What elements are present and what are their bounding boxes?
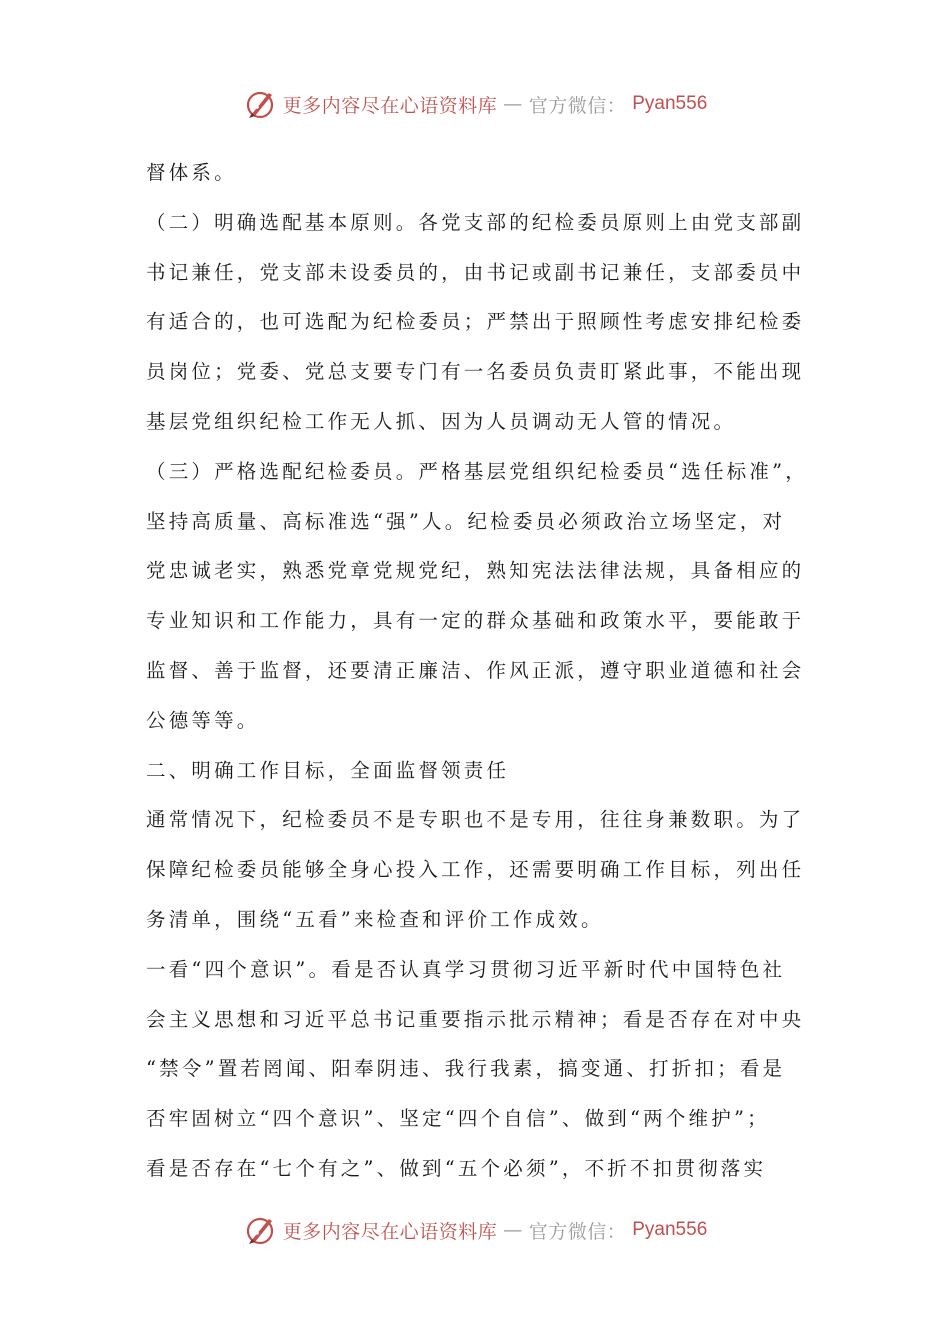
text-line: 员岗位；党委、党总支要专门有一名委员负责盯紧此事，不能出现 [146, 360, 805, 384]
header-wechat-id: Pyan556 [632, 93, 708, 114]
text-line: 基层党组织纪检工作无人抓、因为人员调动无人管的情况。 [146, 409, 737, 433]
text-line: 专业知识和工作能力，具有一定的群众基础和政策水平，要能敢于 [146, 609, 805, 633]
footer-wechat-label: 官方微信： [528, 1220, 627, 1243]
text-line: 督体系。 [146, 161, 237, 184]
header-dash: — [503, 93, 523, 115]
text-line: 坚持高质量、高标准选“强”人。纪检委员必须政治立场坚定，对 [146, 509, 786, 533]
header-wechat-label: 官方微信： [528, 94, 627, 117]
text-line: 保障纪检委员能够全身心投入工作，还需要明确工作目标，列出任 [146, 858, 805, 882]
footer-wechat-id: Pyan556 [632, 1219, 708, 1240]
header-brand-text: 更多内容尽在心语资料库 [282, 94, 498, 117]
text-line: 一看“四个意识”。看是否认真学习贯彻习近平新时代中国特色社 [146, 957, 786, 981]
text-line: 看是否存在“七个有之”、做到“五个必须”，不折不扣贯彻落实 [146, 1156, 767, 1180]
footer-dash: — [503, 1219, 523, 1241]
text-line: （二）明确选配基本原则。各党支部的纪检委员原则上由党支部副 [146, 210, 805, 234]
text-line: 会主义思想和习近平总书记重要指示批示精神；看是否存在对中央 [146, 1007, 805, 1031]
document-body [146, 148, 826, 1194]
text-line: 监督、善于监督，还要清正廉洁、作风正派，遵守职业道德和社会 [146, 658, 805, 682]
text-line: 书记兼任，党支部未设委员的，由书记或副书记兼任，支部委员中 [146, 260, 805, 284]
quill-pen-logo-icon [243, 87, 277, 121]
text-line: “禁令”置若罔闻、阳奉阴违、我行我素，搞变通、打折扣；看是 [146, 1057, 786, 1081]
text-line: 有适合的，也可选配为纪检委员；严禁出于照顾性考虑安排纪检委 [146, 310, 805, 334]
quill-pen-logo-icon [243, 1213, 277, 1247]
footer-banner [0, 1210, 950, 1250]
section-heading: 二、明确工作目标，全面监督领责任 [146, 758, 510, 782]
text-line: 党忠诚老实，熟悉党章党规党纪，熟知宪法法律法规，具备相应的 [146, 559, 805, 583]
header-banner [0, 84, 950, 124]
footer-brand-text: 更多内容尽在心语资料库 [282, 1220, 498, 1243]
text-line: 务清单，围绕“五看”来检查和评价工作成效。 [146, 907, 604, 931]
text-line: 通常情况下，纪检委员不是专职也不是专用，往往身兼数职。为了 [146, 808, 805, 832]
text-line: 公德等等。 [146, 708, 260, 732]
text-line: （三）严格选配纪检委员。严格基层党组织纪检委员“选任标准”， [146, 459, 808, 483]
text-line: 否牢固树立“四个意识”、坚定“四个自信”、做到“两个维护”； [146, 1107, 770, 1131]
